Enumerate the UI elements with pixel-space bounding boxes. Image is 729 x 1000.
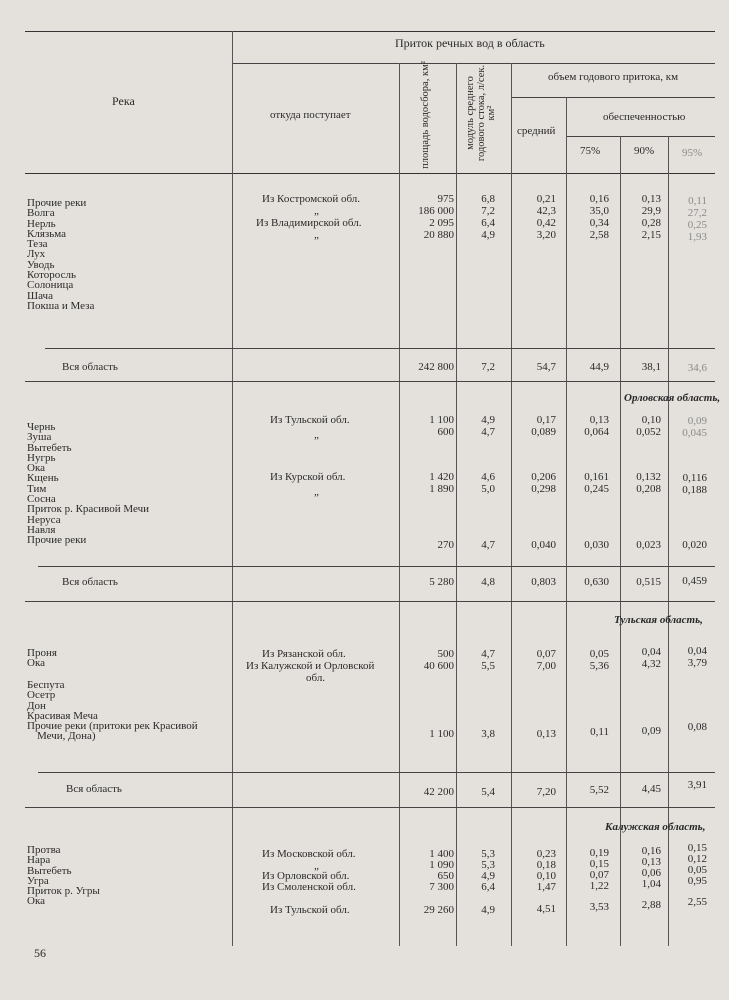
block1-total-rule [45,348,715,349]
source-cell: Из Тульской обл. [270,904,350,916]
p95-cell: 27,2 [687,207,707,219]
avg-cell: 0,206 [531,471,556,483]
river-name: Осетр [27,689,56,702]
p95-cell: 0,045 [682,427,707,439]
p90-cell: 2,15 [641,229,661,241]
header-bottom-rule [25,173,715,174]
p75-cell: 0,34 [589,217,609,229]
river-name: Ока [27,895,46,908]
river-name: Прочие реки [27,197,87,209]
river-name: Которосль [27,269,76,282]
p95-cell: 2,55 [687,896,707,908]
p90-cell: 0,28 [641,217,661,229]
block1-end-rule [25,381,715,382]
p90-cell: 0,132 [636,471,661,483]
p95-cell: 0,11 [688,195,707,207]
p95-cell: 0,188 [682,484,707,496]
avg-cell: 0,23 [536,848,556,860]
mod-cell: 6,4 [481,881,495,893]
total-avg: 7,20 [536,786,556,798]
river-name: Ока [27,462,46,475]
block2-end-rule [25,601,715,602]
p95-cell: 0,020 [682,539,707,551]
river-name: Дон [27,699,46,712]
river-name: Нугрь [27,451,56,464]
total-avg: 54,7 [536,361,556,373]
mod-cell: 4,7 [481,539,495,551]
source-cell: „ [314,229,319,241]
river-name: Угра [27,874,49,887]
river-name: Покша и Меза [27,299,95,312]
section-title-tula: Тульская область, [614,614,703,626]
mod-cell: 4,9 [481,870,495,882]
avg-cell: 1,47 [536,881,556,893]
block3-total-label: Вся область [66,783,122,795]
river-name: Нара [27,854,51,867]
p90-cell: 0,13 [641,193,661,205]
river-name: Волга [27,207,55,220]
mod-cell: 6,4 [481,217,495,229]
p75-cell: 0,15 [589,858,609,870]
avg-cell: 0,17 [536,414,556,426]
block2-total-label: Вся область [62,576,118,588]
total-avg: 0,803 [531,576,556,588]
header-p95: 95% [682,147,703,159]
header-area: площадь водосбора, км² [420,61,431,169]
area-cell: 1 400 [429,848,454,860]
p75-cell: 0,11 [590,726,609,738]
avg-cell: 3,20 [536,229,556,241]
mod-cell: 4,7 [481,648,495,660]
total-mod: 5,4 [481,786,495,798]
source-cell: „ [314,205,319,217]
p95-cell: 3,79 [687,657,707,669]
avg-cell: 0,10 [536,870,556,882]
p90-cell: 4,32 [641,658,661,670]
area-cell: 186 000 [418,205,454,217]
river-name: Теза [27,238,48,251]
p75-cell: 0,05 [589,648,609,660]
river-name: Беспута [27,679,65,691]
source-cell: обл. [306,672,326,684]
river-name: Солоница [27,279,74,292]
river-name: Уводь [27,258,55,271]
total-area: 242 800 [418,361,454,373]
area-cell: 1 420 [429,471,454,483]
avg-cell: 0,07 [536,648,556,660]
header-rule-3 [566,136,715,137]
avg-cell: 42,3 [536,205,556,217]
p95-cell: 1,93 [687,231,707,243]
header-rule-2 [512,97,715,98]
river-name: Чернь [27,421,56,433]
avg-cell: 0,298 [531,483,556,495]
total-p95: 3,91 [687,779,707,791]
block1-rivers [27,198,94,311]
source-cell: Из Смоленской обл. [262,881,356,893]
block2-rivers [27,422,149,546]
total-area: 42 200 [423,786,454,798]
total-p75: 0,630 [584,576,609,588]
p90-cell: 0,06 [641,867,661,879]
total-p90: 0,515 [636,576,661,588]
p95-cell: 0,12 [687,853,707,865]
area-cell: 975 [437,193,454,205]
p75-cell: 2,58 [589,229,609,241]
mod-cell: 7,2 [481,205,495,217]
mod-cell: 5,5 [481,660,495,672]
p90-cell: 1,04 [641,878,661,890]
total-p75: 5,52 [589,784,609,796]
block3-rivers-a [27,648,57,669]
river-name: Сосна [27,493,56,506]
river-name: Тим [27,482,47,495]
river-name: Красивая Меча [27,709,98,722]
header-volume-title: объем годового притока, км [548,71,679,83]
river-name: Кщень [27,472,59,485]
p75-cell: 1,22 [589,880,609,892]
p90-cell: 0,09 [641,725,661,737]
river-name: Проня [27,647,57,659]
mod-cell: 5,3 [481,848,495,860]
river-name: Протва [27,844,61,856]
p75-cell: 0,030 [584,539,609,551]
p95-cell: 0,04 [687,645,707,657]
header-avg: средний [517,125,556,137]
block3-total-rule [38,772,715,773]
area-cell: 1 890 [429,483,454,495]
area-cell: 500 [437,648,454,660]
total-p95: 0,459 [682,575,707,587]
avg-cell: 0,21 [536,193,556,205]
section-title-kaluga: Калужская область, [605,821,706,833]
mod-cell: 4,9 [481,414,495,426]
header-p90: 90% [634,145,655,157]
block1-total-label: Вся область [62,361,118,373]
p90-cell: 0,10 [641,414,661,426]
area-cell: 29 260 [423,904,454,916]
p75-cell: 0,19 [589,847,609,859]
mod-cell: 4,6 [481,471,495,483]
area-cell: 650 [437,870,454,882]
p90-cell: 29,9 [641,205,661,217]
river-name: Вытебеть [27,864,72,877]
avg-cell: 0,18 [536,859,556,871]
area-cell: 1 100 [429,414,454,426]
col-line-source [232,31,233,946]
header-source: откуда поступает [270,109,351,121]
total-mod: 7,2 [481,361,495,373]
p90-cell: 2,88 [641,899,661,911]
area-cell: 7 300 [429,881,454,893]
p90-cell: 0,052 [636,426,661,438]
p75-cell: 35,0 [589,205,609,217]
header-inflow-title: Приток речных вод в область [395,36,545,50]
total-p90: 38,1 [641,361,661,373]
total-p90: 4,45 [641,783,661,795]
mod-cell: 5,0 [481,483,495,495]
p95-cell: 0,05 [687,864,707,876]
mod-cell: 4,7 [481,426,495,438]
source-cell: Из Владимирской обл. [256,217,362,229]
river-name: Лух [27,248,46,261]
header-modulus: модуль среднего годового стока, л/сек. км² [465,64,497,162]
area-cell: 40 600 [423,660,454,672]
river-name: Клязьма [27,227,67,240]
total-area: 5 280 [429,576,454,588]
source-cell: Из Московской обл. [262,848,356,860]
source-cell: Из Тульской обл. [270,414,350,426]
section-title-orel: Орловская область, [624,392,721,404]
river-name: Мечи, Дона) [37,730,96,743]
p90-cell: 0,13 [641,856,661,868]
river-name: Ока [27,657,46,670]
p95-cell: 0,116 [682,472,707,484]
p90-cell: 0,023 [636,539,661,551]
top-rule [25,31,715,32]
p90-cell: 0,16 [641,845,661,857]
block2-total-rule [38,566,715,567]
area-cell: 2 095 [429,217,454,229]
p95-cell: 0,15 [687,842,707,854]
source-cell: „ [314,429,319,441]
block4-rivers [27,845,100,907]
mod-cell: 6,8 [481,193,495,205]
mod-cell: 4,9 [481,229,495,241]
p75-cell: 0,161 [584,471,609,483]
source-cell: Из Рязанской обл. [262,648,346,660]
p95-cell: 0,08 [687,721,707,733]
avg-cell: 0,42 [536,217,556,229]
p75-cell: 0,07 [589,869,609,881]
avg-cell: 0,089 [531,426,556,438]
source-cell: Из Калужской и Орловской [246,660,375,672]
mod-cell: 3,8 [481,728,495,740]
total-p75: 44,9 [589,361,609,373]
river-name: Шача [27,289,53,302]
p90-cell: 0,208 [636,483,661,495]
river-name: Приток р. Угры [27,885,100,898]
p95-cell: 0,95 [687,875,707,887]
source-cell: „ [314,860,319,872]
area-cell: 20 880 [423,229,454,241]
avg-cell: 0,040 [531,539,556,551]
mod-cell: 5,3 [481,859,495,871]
block3-rivers-b [27,680,198,742]
river-name: Приток р. Красивой Мечи [27,503,149,516]
p75-cell: 0,064 [584,426,609,438]
source-cell: Из Костромской обл. [262,193,361,205]
total-mod: 4,8 [481,576,495,588]
p75-cell: 0,16 [589,193,609,205]
mod-cell: 4,9 [481,904,495,916]
area-cell: 1 090 [429,859,454,871]
total-p95: 34,6 [687,362,707,374]
area-cell: 1 100 [429,728,454,740]
river-name: Прочие реки (притоки рек Красивой [27,720,198,733]
p90-cell: 0,04 [641,646,661,658]
source-cell: Из Курской обл. [270,471,346,483]
avg-cell: 0,13 [536,728,556,740]
p75-cell: 5,36 [589,660,609,672]
river-name: Нерль [27,217,56,230]
source-cell: Из Орловской обл. [262,870,350,882]
avg-cell: 7,00 [536,660,556,672]
avg-cell: 4,51 [536,903,556,915]
header-prob: обеспеченностью [603,111,686,123]
river-name: Зуша [27,431,52,444]
page-number: 56 [34,946,46,960]
area-cell: 270 [437,539,454,551]
river-name: Вытебеть [27,441,72,454]
p95-cell: 0,25 [687,219,707,231]
header-p75: 75% [580,145,601,157]
river-name: Неруса [27,513,61,526]
p95-cell: 0,09 [687,415,707,427]
header-reka: Река [112,94,135,108]
p75-cell: 3,53 [589,901,609,913]
p75-cell: 0,13 [589,414,609,426]
block3-end-rule [25,807,715,808]
area-cell: 600 [437,426,454,438]
river-name: Навля [27,523,56,536]
source-cell: „ [314,486,319,498]
river-name: Прочие реки [27,534,87,547]
p75-cell: 0,245 [584,483,609,495]
